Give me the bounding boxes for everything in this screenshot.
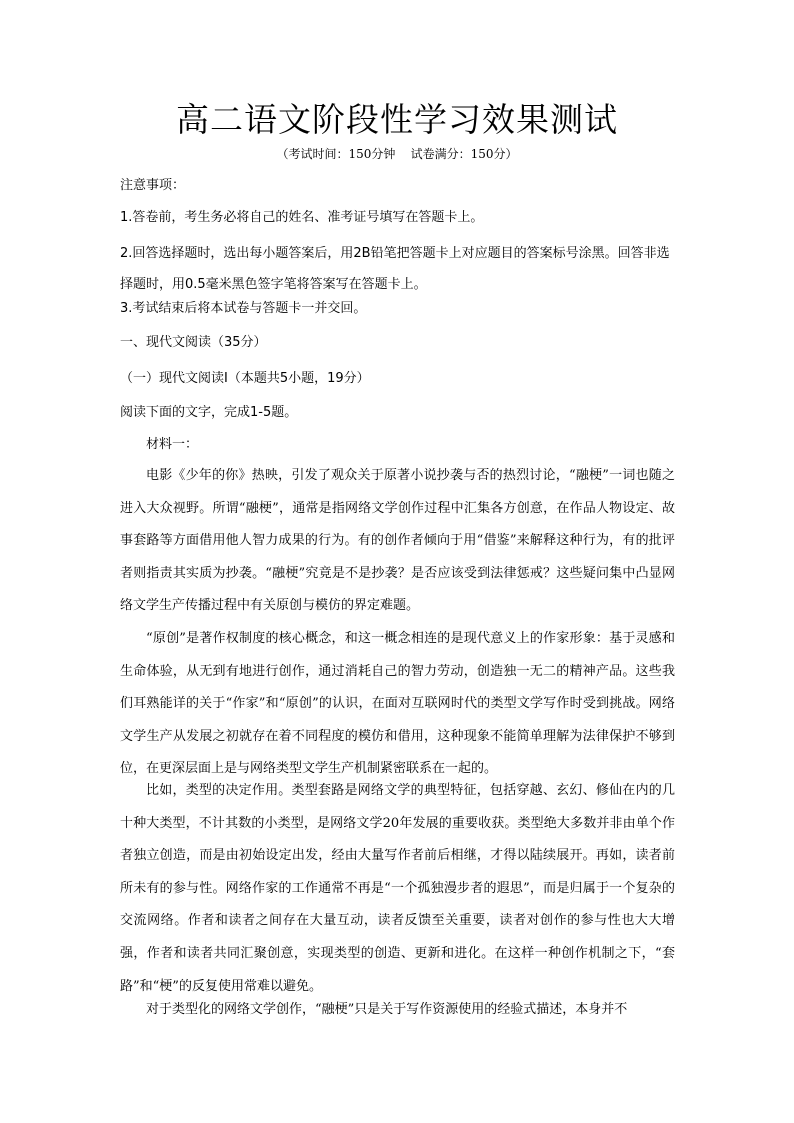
exam-info: （考试时间：150分钟 试卷满分：150分）	[276, 147, 518, 161]
subsection-heading: （一）现代文阅读Ⅰ（本题共5小题，19分）	[120, 371, 370, 386]
note-item-2: 2.回答选择题时，选出每小题答案后，用2B铅笔把答题卡上对应题目的答案标号涂黑。回答非选择题时，用0.5毫米黑色签字笔将答案写在答题卡上。	[120, 246, 670, 292]
reading-instruction: 阅读下面的文字，完成1-5题。	[120, 405, 298, 420]
section-heading: 一、现代文阅读（35分）	[120, 335, 267, 350]
paragraph: “原创”是著作权制度的核心概念，和这一概念相连的是现代意义上的作家形象：基于灵感和生命体验，从无到有地进行创作，通过消耗自己的智力劳动，创造独一无二的精神产品。这些我们耳熟能详的关于“作家”和“原创”的认识，在面对互联网时代的类型文学写作时受到挑战。网络文学生产从发展之初就存在着不同程度的模仿和借用，这种现象不能简单理解为法律保护不够到位，在更深层面上是与网络类型文学生产机制紧密联系在一起的。	[120, 631, 675, 777]
material-label: 材料一：	[146, 437, 199, 452]
note-item-3: 3.考试结束后将本试卷与答题卡一并交回。	[120, 301, 367, 316]
paragraph: 对于类型化的网络文学创作，“融梗”只是关于写作资源使用的经验式描述，本身并不	[146, 1002, 628, 1017]
paragraph: 比如，类型的决定作用。类型套路是网络文学的典型特征，包括穿越、玄幻、修仙在内的几十种大类型，不计其数的小类型，是网络文学20年发展的重要收获。类型绝大多数并非由单个作者独立创造，而是由初始设定出发，经由大量写作者前后相继，才得以陆续展开。再如，读者前所未有的参与性。网络作家的工作通常不再是“一个孤独漫步者的遐思”，而是归属于一个复杂的交流网络。作者和读者之间存在大量互动，读者反馈至关重要，读者对创作的参与性也大大增强，作者和读者共同汇聚创意，实现类型的创造、更新和进化。在这样一种创作机制之下，“套路”和“梗”的反复使用常难以避免。	[120, 783, 675, 994]
paragraph: 电影《少年的你》热映，引发了观众关于原著小说抄袭与否的热烈讨论，“融梗”一词也随之进入大众视野。所谓“融梗”，通常是指网络文学创作过程中汇集各方创意，在作品人物设定、故事套路等方面借用他人智力成果的行为。有的创作者倾向于用“借鉴”来解释这种行为，有的批评者则指责其实质为抄袭。“融梗”究竟是不是抄袭？是否应该受到法律惩戒？这些疑问集中凸显网络文学生产传播过程中有关原创与模仿的界定难题。	[120, 468, 675, 614]
notes-heading: 注意事项：	[120, 178, 186, 193]
page-title: 高二语文阶段性学习效果测试	[176, 100, 618, 139]
note-item-1: 1.答卷前，考生务必将自己的姓名、准考证号填写在答题卡上。	[120, 210, 484, 225]
